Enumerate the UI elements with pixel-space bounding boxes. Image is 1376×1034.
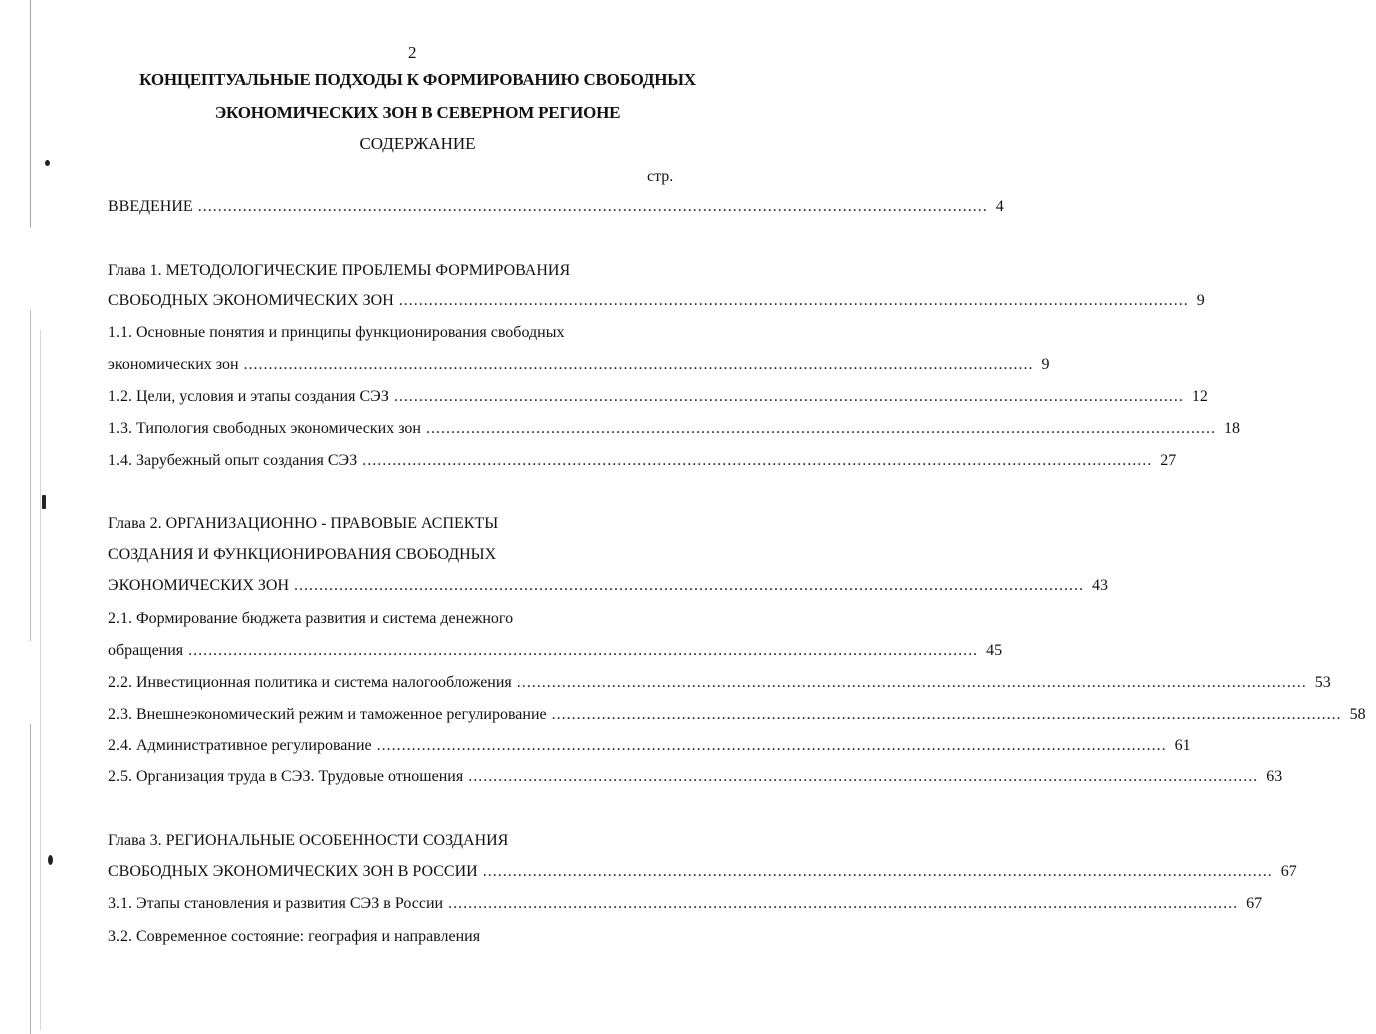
dot-leader: .............................................................................................................................................................. xyxy=(425,420,1216,437)
toc-entry-text: 1.4. Зарубежный опыт создания СЭЗ xyxy=(108,452,358,469)
toc-chapter-1-line-2 xyxy=(108,292,1205,316)
dot-leader: .............................................................................................................................................................. xyxy=(398,292,1189,309)
toc-page-number: 18 xyxy=(1223,420,1240,437)
dot-leader: .............................................................................................................................................................. xyxy=(448,895,1239,912)
toc-entry-text: 3.1. Этапы становления и развития СЭЗ в России xyxy=(108,895,444,912)
toc-entry-text: 1.3. Типология свободных экономических зон xyxy=(108,420,421,437)
toc-chapter-1-line-1: Глава 1. МЕТОДОЛОГИЧЕСКИЕ ПРОБЛЕМЫ ФОРМИРОВАНИЯ xyxy=(108,262,571,279)
scan-mark xyxy=(42,495,46,509)
dot-leader: .............................................................................................................................................................. xyxy=(243,356,1034,373)
toc-page-number: 58 xyxy=(1349,706,1366,723)
toc-section-2-2 xyxy=(108,674,1331,698)
dot-leader: .............................................................................................................................................................. xyxy=(197,198,988,215)
toc-entry-text: обращения xyxy=(108,642,184,659)
document-title-line-2: ЭКОНОМИЧЕСКИХ ЗОН В СЕВЕРНОМ РЕГИОНЕ xyxy=(214,103,621,122)
toc-section-1-1-line-2 xyxy=(108,356,1050,380)
toc-page-number: 9 xyxy=(1196,292,1205,309)
contents-heading: СОДЕРЖАНИЕ xyxy=(359,134,476,153)
toc-chapter-2-line-3 xyxy=(108,577,1109,601)
toc-chapter-3-line-1: Глава 3. РЕГИОНАЛЬНЫЕ ОСОБЕННОСТИ СОЗДАНИЯ xyxy=(108,832,509,849)
toc-page-number: 9 xyxy=(1041,356,1050,373)
toc-entry-text: 2.3. Внешнеэкономический режим и таможенное регулирование xyxy=(108,706,547,723)
scan-mark xyxy=(45,160,50,166)
toc-page-number: 61 xyxy=(1174,737,1191,754)
toc-section-1-4 xyxy=(108,452,1177,476)
page-number: 2 xyxy=(408,43,417,62)
scan-edge-line-inner xyxy=(40,330,41,1030)
toc-entry-text: экономических зон xyxy=(108,356,239,373)
toc-section-1-3 xyxy=(108,420,1240,444)
scan-mark xyxy=(48,855,53,865)
document-title-line-1: КОНЦЕПТУАЛЬНЫЕ ПОДХОДЫ К ФОРМИРОВАНИЮ СВОБОДНЫХ xyxy=(139,70,696,89)
toc-section-2-1-line-2 xyxy=(108,642,1003,666)
toc-chapter-2-line-2: СОЗДАНИЯ И ФУНКЦИОНИРОВАНИЯ СВОБОДНЫХ xyxy=(108,546,497,563)
dot-leader: .............................................................................................................................................................. xyxy=(393,388,1184,405)
scan-edge-line xyxy=(30,0,31,1034)
toc-entry-text: 2.2. Инвестиционная политика и система налогообложения xyxy=(108,674,512,691)
toc-section-1-1-line-1: 1.1. Основные понятия и принципы функционирования свободных xyxy=(108,324,565,341)
toc-entry-text: СВОБОДНЫХ ЭКОНОМИЧЕСКИХ ЗОН В РОССИИ xyxy=(108,863,478,880)
toc-chapter-2-line-1: Глава 2. ОРГАНИЗАЦИОННО - ПРАВОВЫЕ АСПЕКТЫ xyxy=(108,515,499,532)
toc-page-number: 53 xyxy=(1314,674,1331,691)
toc-section-1-2 xyxy=(108,388,1208,412)
toc-section-3-2-line-1: 3.2. Современное состояние: география и направления xyxy=(108,928,481,945)
toc-section-2-5 xyxy=(108,768,1283,792)
dot-leader: .............................................................................................................................................................. xyxy=(294,577,1085,594)
toc-section-2-1-line-1: 2.1. Формирование бюджета развития и система денежного xyxy=(108,610,514,627)
toc-page-number: 4 xyxy=(995,198,1004,215)
toc-section-2-3 xyxy=(108,706,1366,730)
dot-leader: .............................................................................................................................................................. xyxy=(188,642,979,659)
toc-page-number: 27 xyxy=(1160,452,1177,469)
toc-entry-text: ЭКОНОМИЧЕСКИХ ЗОН xyxy=(108,577,290,594)
toc-page-number: 67 xyxy=(1280,863,1297,880)
toc-section-2-4 xyxy=(108,737,1191,761)
dot-leader: .............................................................................................................................................................. xyxy=(516,674,1307,691)
toc-entry-text: 1.2. Цели, условия и этапы создания СЭЗ xyxy=(108,388,389,405)
toc-page-number: 67 xyxy=(1246,895,1263,912)
toc-section-3-1 xyxy=(108,895,1263,919)
toc-entry-text: ВВЕДЕНИЕ xyxy=(108,198,193,215)
dot-leader: .............................................................................................................................................................. xyxy=(468,768,1259,785)
toc-entry-text: СВОБОДНЫХ ЭКОНОМИЧЕСКИХ ЗОН xyxy=(108,292,394,309)
dot-leader: .............................................................................................................................................................. xyxy=(376,737,1167,754)
toc-page-number: 45 xyxy=(986,642,1003,659)
dot-leader: .............................................................................................................................................................. xyxy=(482,863,1273,880)
toc-entry-text: 2.4. Административное регулирование xyxy=(108,737,372,754)
toc-entry-text: 2.5. Организация труда в СЭЗ. Трудовые отношения xyxy=(108,768,464,785)
toc-page-number: 63 xyxy=(1266,768,1283,785)
toc-page-number: 12 xyxy=(1191,388,1208,405)
toc-entry-introduction xyxy=(108,198,1004,222)
dot-leader: .............................................................................................................................................................. xyxy=(362,452,1153,469)
toc-page-number: 43 xyxy=(1092,577,1109,594)
toc-chapter-3-line-2 xyxy=(108,863,1297,887)
dot-leader: .............................................................................................................................................................. xyxy=(551,706,1342,723)
pages-column-label: стр. xyxy=(647,168,674,185)
